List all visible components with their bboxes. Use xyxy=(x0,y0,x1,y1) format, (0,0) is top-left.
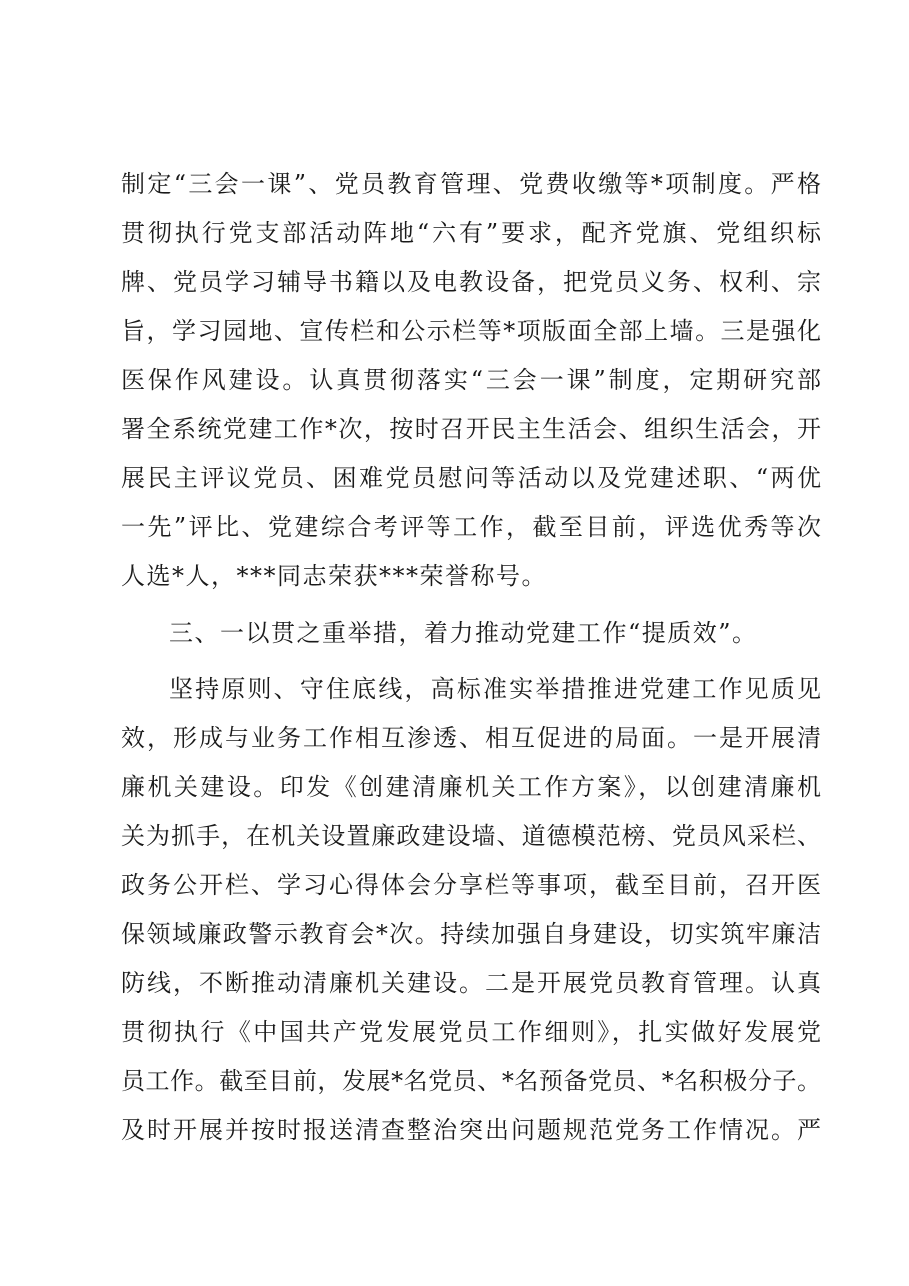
text-line: 保领域廉政警示教育会*次。持续加强自身建设，切实筑牢廉洁 xyxy=(121,920,821,948)
text-line: 一先”评比、党建综合考评等工作，截至目前，评选优秀等次 xyxy=(121,513,821,541)
text-line: 防线，不断推动清廉机关建设。二是开展党员教育管理。认真 xyxy=(121,969,821,997)
text-line: 人选*人，***同志荣获***荣誉称号。 xyxy=(121,562,547,590)
text-line: 坚持原则、守住底线，高标准实举措推进党建工作见质见 xyxy=(169,675,821,703)
text-line: 员工作。截至目前，发展*名党员、*名预备党员、*名积极分子。 xyxy=(121,1067,821,1095)
text-line: 展民主评议党员、困难党员慰问等活动以及党建述职、“两优 xyxy=(121,464,821,492)
text-line: 关为抓手，在机关设置廉政建设墙、道德模范榜、党员风采栏、 xyxy=(121,822,821,850)
text-line: 贯彻执行党支部活动阵地“六有”要求，配齐党旗、党组织标 xyxy=(121,219,821,247)
text-line: 廉机关建设。印发《创建清廉机关工作方案》，以创建清廉机 xyxy=(121,773,821,801)
text-line: 效，形成与业务工作相互渗透、相互促进的局面。一是开展清 xyxy=(121,724,821,752)
text-line: 政务公开栏、学习心得体会分享栏等事项，截至目前，召开医 xyxy=(121,871,821,899)
text-line: 牌、党员学习辅导书籍以及电教设备，把党员义务、权利、宗 xyxy=(121,268,821,296)
text-line: 旨，学习园地、宣传栏和公示栏等*项版面全部上墙。三是强化 xyxy=(121,317,821,345)
section-heading: 三、一以贯之重举措，着力推动党建工作“提质效”。 xyxy=(169,619,758,647)
text-line: 及时开展并按时报送清查整治突出问题规范党务工作情况。严 xyxy=(121,1116,821,1144)
text-line: 贯彻执行《中国共产党发展党员工作细则》，扎实做好发展党 xyxy=(121,1018,821,1046)
text-line: 医保作风建设。认真贯彻落实“三会一课”制度，定期研究部 xyxy=(121,366,821,394)
text-line: 制定“三会一课”、党员教育管理、党费收缴等*项制度。严格 xyxy=(121,170,821,198)
text-line: 署全系统党建工作*次，按时召开民主生活会、组织生活会，开 xyxy=(121,415,821,443)
